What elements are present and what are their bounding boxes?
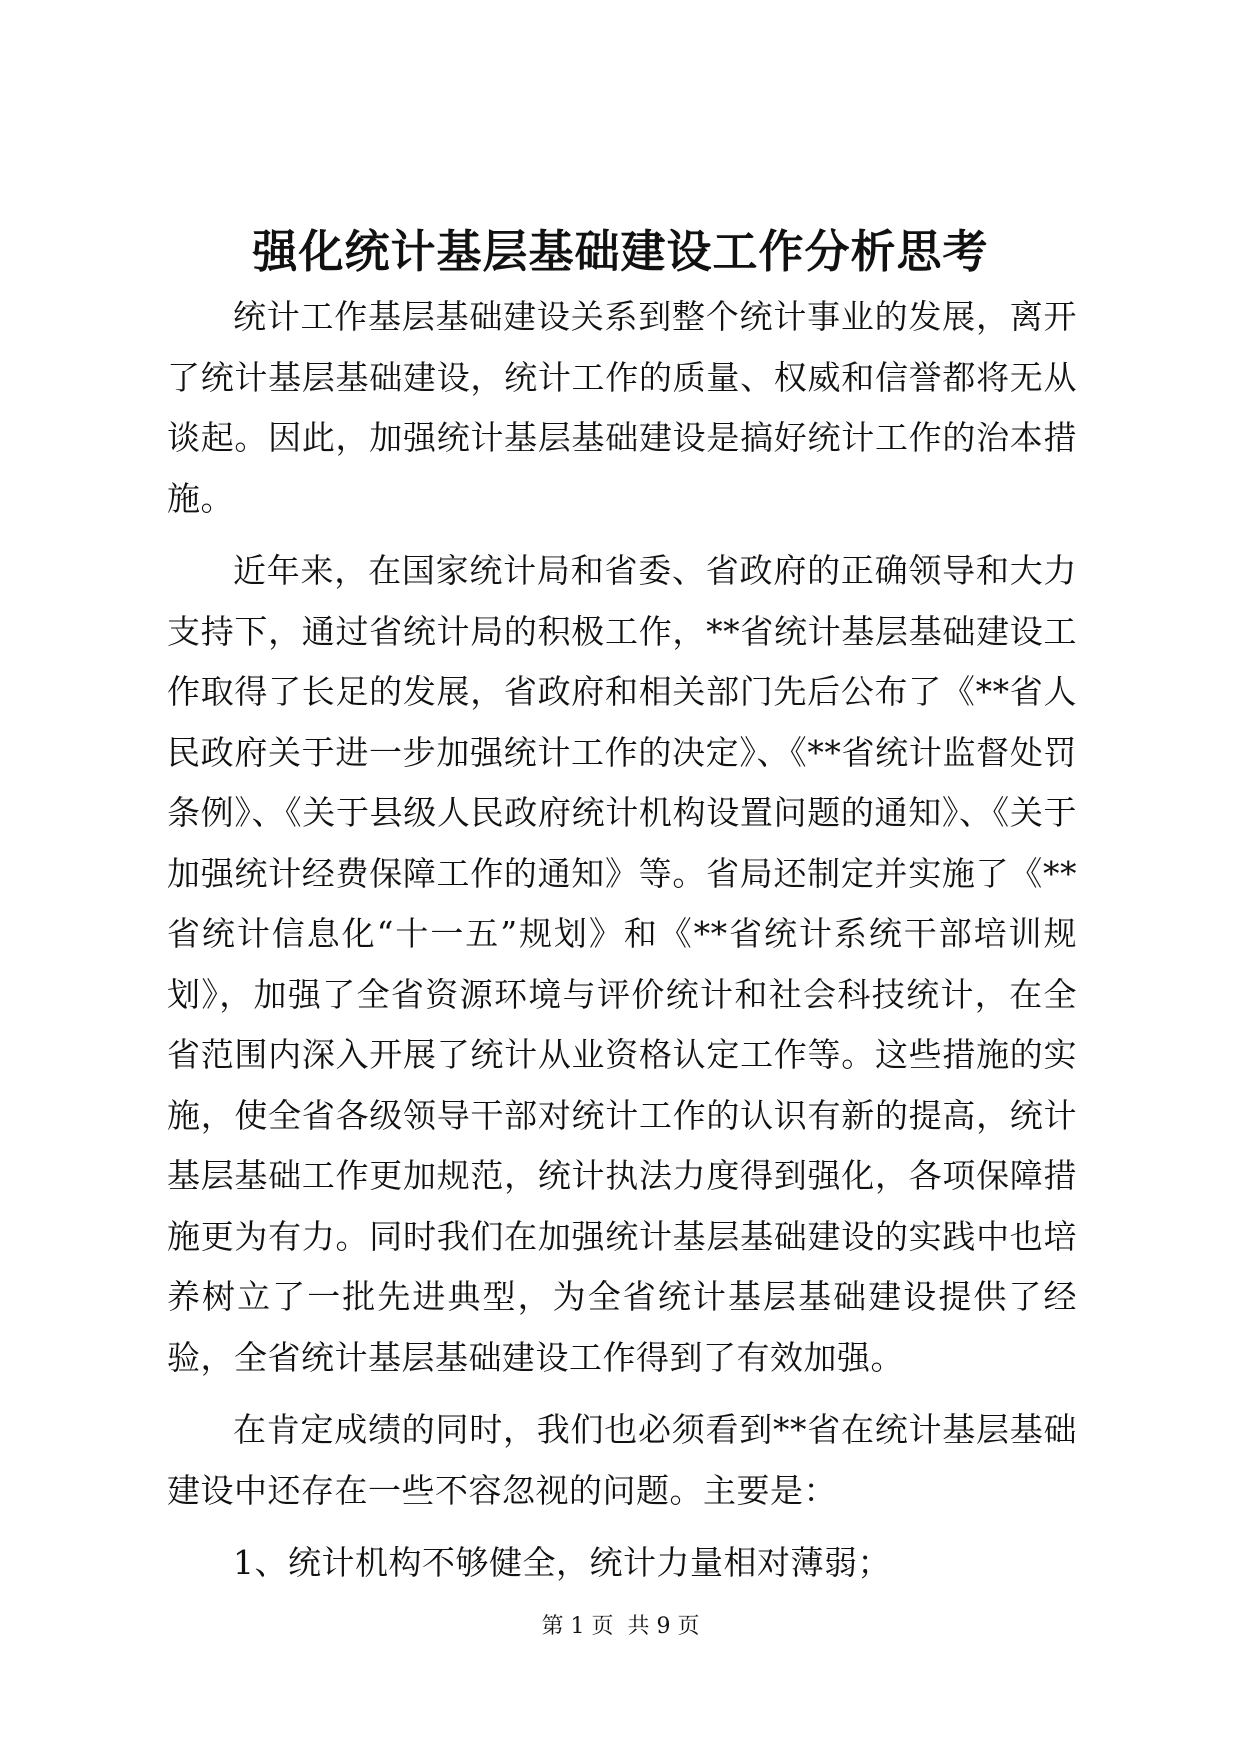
paragraph-problems: 在肯定成绩的同时，我们也必须看到**省在统计基层基础建设中还存在一些不容忽视的问题。主要是：	[167, 1410, 1077, 1510]
paragraph-achievements: 近年来，在国家统计局和省委、省政府的正确领导和大力支持下，通过省统计局的积极工作，**省统计基层基础建设工作取得了长足的发展，省政府和相关部门先后公布了《**省人民政府关于进一步加强统计工作的决定》、《**省统计监督处罚条例》、《关于县级人民政府统计机构设置问题的通知》、《关于加强统计经费保障工作的通知》等。省局还制定并实施了《**省统计信息化“十一五”规划》和《**省统计系统干部培训规划》，加强了全省资源环境与评价统计和社会科技统计，在全省范围内深入开展了统计从业资格认定工作等。这些措施的实施，使全省各级领导干部对统计工作的认识有新的提高，统计基层基础工作更加规范，统计执法力度得到强化，各项保障措施更为有力。同时我们在加强统计基层基础建设的实践中也培养树立了一批先进典型，为全省统计基层基础建设提供了经验，全省统计基层基础建设工作得到了有效加强。	[167, 551, 1077, 1377]
page-footer: 第 1 页 共 9 页	[541, 1614, 700, 1639]
list-item: 1、统计机构不够健全，统计力量相对薄弱；	[233, 1543, 891, 1582]
document-body	[167, 287, 1077, 1594]
paragraph-intro: 统计工作基层基础建设关系到整个统计事业的发展，离开了统计基层基础建设，统计工作的质量、权威和信誉都将无从谈起。因此，加强统计基层基础建设是搞好统计工作的治本措施。	[167, 297, 1077, 518]
document-title: 强化统计基层基础建设工作分析思考	[252, 225, 989, 278]
